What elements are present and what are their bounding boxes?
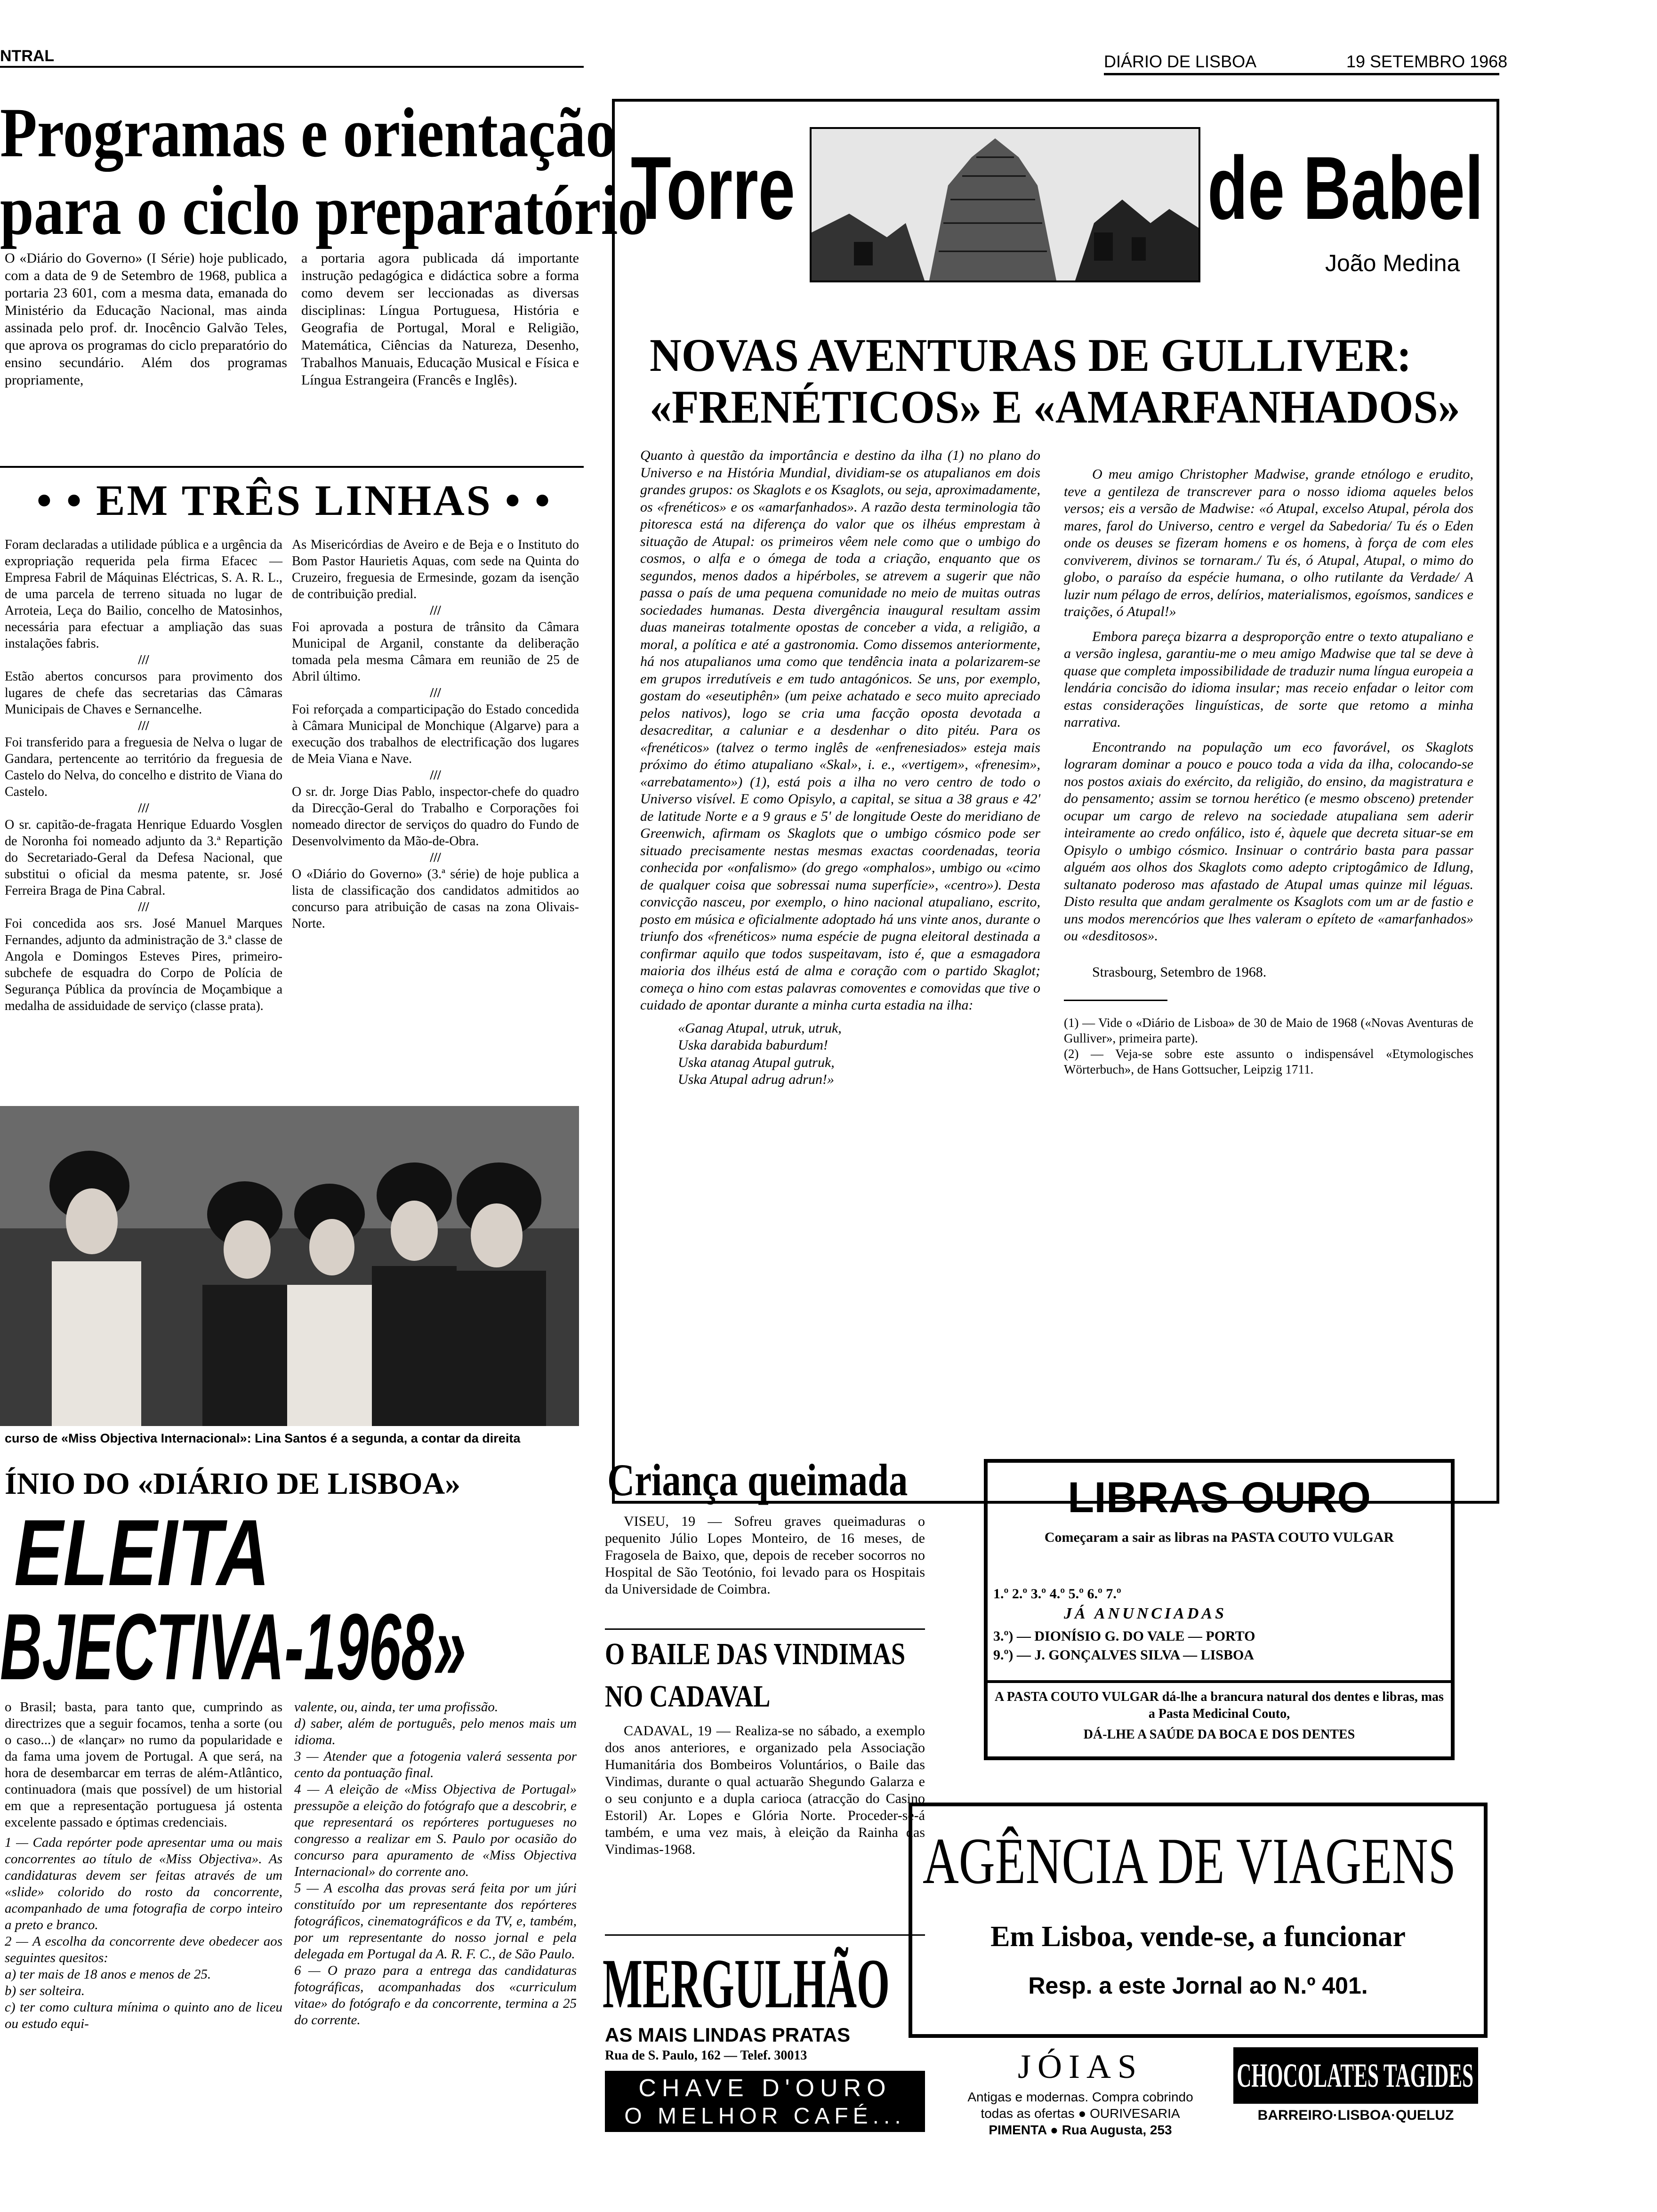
tres-linhas-item: O sr. capitão-de-fragata Henrique Eduardo Vosglen de Noronha foi nomeado adjunto da 3.ª Repartição do Secretariado-Geral da Defesa Nacional, que substitui o oficial da mesma patente, sr. José Ferreira Braga de Pina Cabral.	[5, 817, 282, 898]
signoff: Strasbourg, Setembro de 1968.	[1092, 964, 1267, 980]
torre-title-left: Torre	[631, 138, 795, 238]
footnote: (2) — Veja-se sobre este assunto o indispensável «Etymologisches Wörterbuch», de Hans Gottsucher, Leipzig 1711.	[1064, 1047, 1473, 1076]
miss-rule: 2 — A escolha da concorrente deve obedecer aos seguintes quesitos:	[5, 1934, 282, 1965]
chave-line2: O MELHOR CAFÉ...	[624, 2104, 906, 2129]
miss-col1	[5, 1699, 282, 2032]
miss-photo	[0, 1106, 579, 1426]
separator: ///	[430, 768, 441, 783]
poem-line: «Ganag Atupal, utruk, utruk,	[678, 1020, 842, 1036]
separator: ///	[138, 801, 149, 816]
agencia-line1: Em Lisboa, vende-se, a funcionar	[990, 1921, 1406, 1953]
anthem-poem	[678, 1020, 1040, 1089]
chocolates-sub: BARREIRO·LISBOA·QUELUZ	[1257, 2108, 1454, 2123]
notes-rule	[1064, 1000, 1167, 1001]
libras-sub: Começaram a sair as libras na PASTA COUTO VULGAR	[1044, 1530, 1394, 1545]
tres-linhas-title: • • EM TRÊS LINHAS • •	[36, 476, 552, 524]
tres-linhas-item: O «Diário do Governo» (3.ª série) de hoje publica a lista de classificação dos candidatos admitidos ao concurso para atribuição de casas na zona Olivais-Norte.	[292, 867, 579, 931]
miss-headline-1: ELEITA	[14, 1500, 270, 1605]
gulliver-paragraph: Encontrando na população um eco favorável, os Skaglots lograram dominar a pouco e pouco toda a vida da ilha, colocando-se nos postos axiais do exército, da religião, do ensino, da magistratura e do pensamento; assim se tornou herético (e mesmo obsceno) pretender ocupar um cargo de relevo na sociedade atupaliana sem aderir inteiramente ao credo onfálico, isto é, àquele que decreta situar-se em Opisylo o umbigo cósmico. Insinuar o contrário basta para passar alguém aos olhos dos Skaglots como adepto criptogâmico de Idlung, sultanato poderoso mas afastado de Atupal umas quinze mil léguas. Disto resulta que andam geralmente os Ksaglots com um ar de fastio e uns modos merencórios que lhes valeram o epíteto de «amarfanhados» ou «desditosos».	[1064, 739, 1473, 944]
libras-rule	[984, 1680, 1455, 1683]
baile-headline-1: O BAILE DAS VINDIMAS	[605, 1637, 906, 1671]
tres-linhas-item: Foi concedida aos srs. José Manuel Marques Fernandes, adjunto da administração de 3.ª classe de Angola e Domingos Esteves Pires, primeiro-subchefe de esquadra do Corpo de Polícia de Segurança Pública da província de Moçambique a medalha de assiduidade de serviço (classe prata).	[5, 916, 282, 1013]
miss-paragraph: o Brasil; basta, para tanto que, cumprindo as directrizes que a seguir focamos, tenha a sorte (ou o caso...) de «lançar» no rumo da popularidade e da fama uma jovem de Portugal. A que será, na hora de desembarcar em terras de além-Atlântico, continuadora (mais que possível) de um historial em que a representação portuguesa já ostenta excelente passado e óptimas credenciais.	[5, 1699, 282, 1830]
chocolates-ad	[1233, 2047, 1478, 2104]
mergulhao-address: Rua de S. Paulo, 162 — Telef. 30013	[605, 2048, 807, 2063]
torre-author: João Medina	[1325, 250, 1460, 276]
miss-kicker: ÍNIO DO «DIÁRIO DE LISBOA»	[5, 1467, 461, 1501]
header-rule-right	[1104, 73, 1499, 75]
miss-rule: 3 — Atender que a fotogenia valerá sessenta por cento da pontuação final.	[294, 1749, 577, 1780]
poem-line: Uska darabida baburdum!	[678, 1037, 828, 1053]
gulliver-headline-1: NOVAS AVENTURAS DE GULLIVER:	[650, 329, 1412, 381]
libras-footer-2: DÁ-LHE A SAÚDE DA BOCA E DOS DENTES	[1083, 1727, 1355, 1742]
header-rule-left	[0, 66, 584, 68]
photo-figures	[0, 1106, 579, 1426]
libras-announce: JÁ ANUNCIADAS	[1064, 1605, 1227, 1622]
chave-line1: CHAVE D'OURO	[638, 2075, 892, 2102]
babel-tower-drawing	[812, 129, 1199, 281]
miss-rule: b) ser solteira.	[5, 1983, 85, 1998]
photo-caption: curso de «Miss Objectiva Internacional»: Lina Santos é a segunda, a contar da direita	[5, 1431, 521, 1445]
joias-line2: todas as ofertas ● OURIVESARIA	[981, 2106, 1180, 2121]
gulliver-col1	[640, 447, 1040, 1089]
agencia-title: AGÊNCIA DE VIAGENS	[923, 1825, 1456, 1898]
torre-illustration	[810, 127, 1200, 282]
libras-footer-1: A PASTA COUTO VULGAR dá-lhe a brancura natural dos dentes e libras, mas a Pasta Medicinal Couto,	[995, 1690, 1444, 1721]
torre-title-right: de Babel	[1207, 138, 1484, 238]
separator: ///	[430, 603, 441, 618]
gulliver-headline-2: «FRENÉTICOS» E «AMARFANHADOS»	[650, 381, 1460, 433]
miss-rule: a) ter mais de 18 anos e menos de 25.	[5, 1967, 211, 1982]
tres-linhas-item: Foi aprovada a postura de trânsito da Câmara Municipal de Arganil, constante da deliberação tomada pela mesma Câmara em reunião de 25 de Abril último.	[292, 620, 579, 684]
programas-headline-line1: Programas e orientação	[0, 94, 616, 172]
mergulhao-tagline: AS MAIS LINDAS PRATAS	[605, 2024, 851, 2046]
tres-linhas-item: Foram declaradas a utilidade pública e a urgência da expropriação requerida pela firma Efacec — Empresa Fabril de Máquinas Eléctricas, S. A. R. L., de uma parcela de terreno situada no lugar de Arroteia, Leça do Bailio, concelho de Matosinhos, necessária para efectuar a ampliação das suas instalações fabris.	[5, 537, 282, 651]
agencia-line2: Resp. a este Jornal ao N.º 401.	[1028, 1972, 1368, 1999]
programas-headline-line2: para o ciclo preparatório	[0, 171, 648, 249]
gulliver-paragraph: O meu amigo Christopher Madwise, grande etnólogo e erudito, teve a gentileza de transcrever para o nosso idioma aqueles belos versos; eis a versão de Madwise: «ó Atupal, excelso Atupal, pérola dos mares, farol do Universo, centro e vergel da Sabedoria/ Tu és o Eden onde os deuses se fizeram homens e os homens, à força de com eles conviverem, divinos se tornaram./ Tu és, ó Atupal, Atupal, o mimo do globo, o paraíso da espécie humana, o olho rutilante da Verdade/ A luzir num pélago de erros, delírios, materialismos, egoísmos, sandices e traições, ó Atupal!»	[1064, 466, 1473, 619]
miss-rule: valente, ou, ainda, ter uma profissão.	[294, 1699, 499, 1715]
footnote: (1) — Vide o «Diário de Lisboa» de 30 de Maio de 1968 («Novas Aventuras de Gulliver», primeira parte).	[1064, 1016, 1473, 1045]
joias-title: JÓIAS	[1017, 2048, 1143, 2085]
tres-linhas-item: Foi reforçada a comparticipação do Estado concedida à Câmara Municipal de Monchique (Algarve) para a execução dos trabalhos de electrificação dos lugares de Meia Viana e Nave.	[292, 702, 579, 766]
miss-headline-2: BJECTIVA-1968»	[0, 1595, 467, 1699]
miss-rule: 6 — O prazo para a entrega das candidaturas fotográficas, acompanhadas dos «curriculum vitae» do fotógrafo e da concorrente, termina a 25 do corrente.	[294, 1963, 577, 2028]
tres-linhas-item: Foi transferido para a freguesia de Nelva o lugar de Gandara, pertencente ao território da freguesia de Castelo do Nelva, do concelho e distrito de Viana do Castelo.	[5, 735, 282, 799]
poem-line: Uska atanag Atupal gutruk,	[678, 1054, 835, 1070]
issue-date: 19 SETEMBRO 1968	[1346, 52, 1508, 71]
chave-douro-ad	[605, 2071, 925, 2132]
tres-linhas-item: Estão abertos concursos para provimento dos lugares de chefe das secretarias das Câmaras Municipais de Chaves e Sernancelhe.	[5, 669, 282, 717]
miss-col2	[294, 1699, 577, 2028]
section-label: NTRAL	[0, 47, 55, 65]
libras-winner-1: 3.º) — DIONÍSIO G. DO VALE — PORTO	[993, 1628, 1255, 1644]
miss-rule: 4 — A eleição de «Miss Objectiva de Portugal» pressupõe a eleição do fotógrafo que a descobrir, e que representará os repórteres portugueses no congresso a realizar em S. Paulo por ocasião do concurso para apuramento de «Miss Objectiva Internacional» do corrente ano.	[294, 1782, 577, 1879]
gulliver-col2	[1064, 466, 1473, 1077]
divider-crianca	[605, 1628, 925, 1630]
baile-headline-2: NO CADAVAL	[605, 1679, 771, 1714]
divider-mergulhao	[605, 1934, 925, 1936]
libras-numbers: 1.º 2.º 3.º 4.º 5.º 6.º 7.º	[993, 1586, 1121, 1602]
baile-body: CADAVAL, 19 — Realiza-se no sábado, a exemplo dos anos anteriores, e organizado pela Associação Humanitária dos Bombeiros Voluntários, o Baile das Vindimas, durante o qual actuarão Shegundo Galarza e o seu conjunto e a dupla carioca (atracção do Casino Estoril) Ar. Lopes e Glória Norte. Proceder-se-á também, e uma vez mais, à eleição da Rainha das Vindimas-1968.	[605, 1723, 925, 1857]
separator: ///	[430, 850, 441, 865]
programas-col1: O «Diário do Governo» (I Série) hoje publicado, com a data de 9 de Setembro de 1968, publica a portaria 23 601, com a mesma data, emanada do Ministério da Educação Nacional, mas ainda assinada pelo prof. dr. Inocêncio Galvão Teles, que aprova os programas do ciclo preparatório do ensino secundário. Além dos programas propriamente,	[5, 250, 287, 388]
poem-line: Uska Atupal adrug adrun!»	[678, 1072, 834, 1087]
separator: ///	[138, 719, 149, 733]
separator: ///	[138, 653, 149, 667]
tres-linhas-item: O sr. dr. Jorge Dias Pablo, inspector-chefe do quadro da Direcção-Geral do Trabalho e Corporações foi nomeado director de serviços do quadro do Fundo de Desenvolvimento da Mão-de-Obra.	[292, 785, 579, 849]
chocolates-title: CHOCOLATES TAGIDES	[1237, 2057, 1474, 2094]
miss-rule: 1 — Cada repórter pode apresentar uma ou mais concorrentes ao título de «Miss Objectiva». As candidaturas devem ser feitas através de um «slide» colorido do rosto da concorrente, acompanhado de uma fotografia de corpo inteiro a preto e branco.	[5, 1835, 282, 1932]
crianca-body: VISEU, 19 — Sofreu graves queimaduras o pequenito Júlio Lopes Monteiro, de 16 meses, de Fragosela de Baixo, que, depois de receber socorros no Hospital de São Teotónio, foi levado para os Hospitais da Universidade de Coimbra.	[605, 1514, 925, 1597]
libras-winner-2: 9.º) — J. GONÇALVES SILVA — LISBOA	[993, 1647, 1254, 1663]
programas-col2: a portaria agora publicada dá importante instrução pedagógica e didáctica sobre a forma como devem ser leccionadas as diversas disciplinas: Língua Portuguesa, História e Geografia de Portugal, Moral e Religião, Matemática, Ciências da Natureza, Desenho, Trabalhos Manuais, Educação Musical e Física e Língua Estrangeira (Francês e Inglês).	[301, 250, 579, 388]
programas-headline	[0, 94, 648, 249]
separator: ///	[138, 900, 149, 914]
gulliver-paragraph: Quanto à questão da importância e destino da ilha (1) no plano do Universo e na História Mundial, dividiam-se os atupalianos em dois grandes grupos: os Skaglots e os Ksaglots, ou seja, aproximadamente, os «frenéticos» e os «amarfanhados». A razão desta terminologia tão pitoresca está na diferença do valor que os ilhéus emprestam à situação de Atupal: os primeiros vêem nele como que o umbigo do cosmos, o alfa e o ómega de toda a criação, enquanto que os segundos, menos dados a hipérboles, se atrevem a sugerir que não passa o país de uma pequena comunidade no meio de muitas outras sociedades humanas. Desta divergência inaugural resultam assim duas maneiras totalmente opostas de conceber a vida, a religião, a moral, a política e até a gastronomia. Como dissemos anteriormente, há nos atupalianos uma como que tendência inata a polarizarem-se em grupos irredutíveis e em tudo antagónicos. Se uns, por exemplo, gostam do «eseutiphên» (um peixe achatado e seco muito apreciado pelos nativos), logo se cria uma facção oposta devotada a desacreditar, a caluniar e a desdenhar o dito pitéu. Para os «frenéticos» (talvez o termo inglês de «enfrenesiados» esteja mais próximo do étimo atupaliano «Skal», i. e., «vertigem», «frenesim», «arrebatamento») (1), está pois a ilha no vero centro de todo o Universo visível. E como Opisylo, a capital, se situa a 38 graus e 42' de latitude Norte e a 9 graus e 5' de longitude Oeste do meridiano de Greenwich, afirmam os Skaglots que o umbigo cósmico pode ser situado precisamente nestas mesmas exactas coordenadas, teoria conhecida por «onfalismo» (do grego «omphalos», umbigo ou «cimo de qualquer coisa que sobressai numa superfície», «centro»). Desta convicção nasceu, por exemplo, o hino nacional atupaliano, escrito, posto em música e oficialmente adoptado há uns vinte anos, durante o triunfo dos «frenéticos» numa espécie de pugna eleitoral destinada a confirmar aquilo que todos suspeitavam, isto é, que a esmagadora maioria dos ilhéus está de alma e coração com o partido Skaglot; começa o hino com estas palavras comoventes e comovidas que tive o cuidado de apontar durante a minha curta estadia na ilha:	[640, 448, 1040, 1013]
joias-line1: Antigas e modernas. Compra cobrindo	[967, 2090, 1193, 2104]
tres-linhas-col2	[292, 537, 579, 932]
newspaper-name: DIÁRIO DE LISBOA	[1104, 52, 1257, 71]
gulliver-paragraph: Embora pareça bizarra a desproporção entre o texto atupaliano e a versão inglesa, garantiu-me o meu amigo Madwise que tal se deve à quase que completa impossibilidade de traduzir numa língua europeia a lendária concisão do idioma insular; mas receio enfadar o leitor com estas considerações linguísticas, de sorte que retomo a minha narrativa.	[1064, 628, 1473, 730]
crianca-headline: Criança queimada	[607, 1455, 908, 1505]
miss-rule: c) ter como cultura mínima o quinto ano de liceu ou estudo equi-	[5, 2000, 282, 2031]
miss-rule: d) saber, além de português, pelo menos mais um idioma.	[294, 1716, 577, 1747]
mergulhao-name: MERGULHÃO	[603, 1945, 890, 2023]
tres-linhas-item: As Misericórdias de Aveiro e de Beja e o Instituto do Bom Pastor Haurietis Aquas, com sede na Quinta do Cruzeiro, freguesia de Ermesinde, gozam da isenção de contribuição predial.	[292, 537, 579, 601]
joias-line3: PIMENTA ● Rua Augusta, 253	[989, 2123, 1172, 2137]
divider-programas	[0, 466, 584, 468]
separator: ///	[430, 686, 441, 700]
libras-title: LIBRAS OURO	[1068, 1474, 1371, 1522]
miss-rule: 5 — A escolha das provas será feita por um júri constituído por um representante dos repórteres fotográficos, cinematográficos e da TV, e, também, por um representante do nosso jornal e pela delegada em Portugal da A. R. F. C., de São Paulo.	[294, 1881, 577, 1962]
tres-linhas-col1	[5, 537, 282, 1014]
